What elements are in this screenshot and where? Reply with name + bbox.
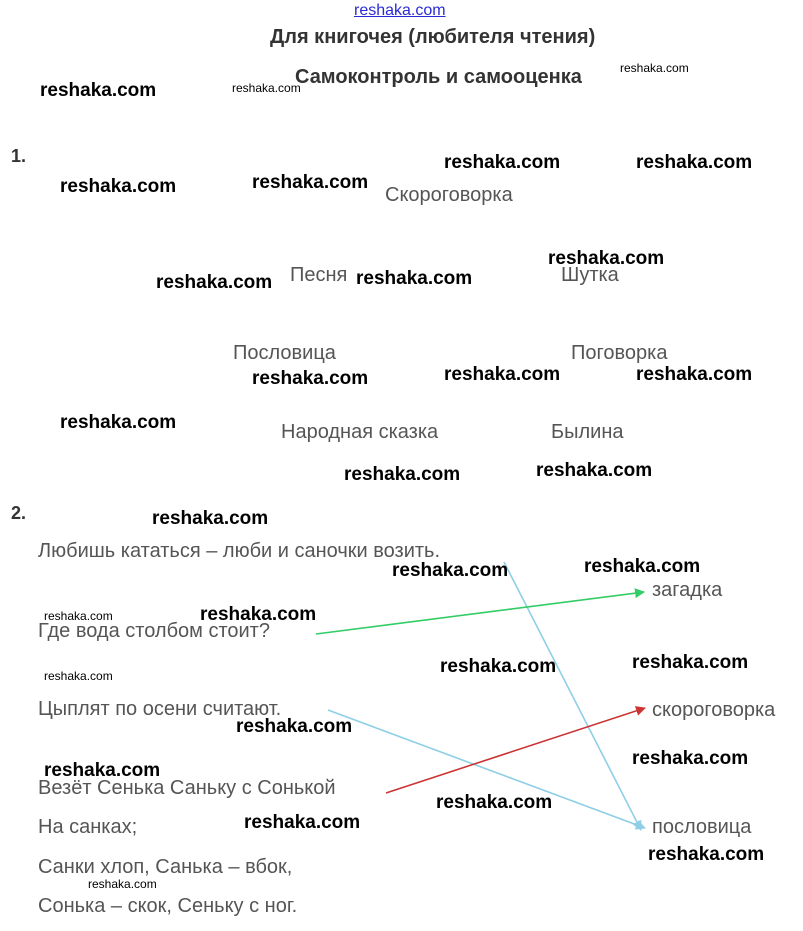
answer-label: загадка — [652, 579, 723, 601]
site-link[interactable]: reshaka.com — [354, 2, 446, 19]
watermark: reshaka.com — [44, 669, 113, 683]
page-subtitle: Самоконтроль и самооценка — [295, 66, 582, 88]
genre-word: Народная сказка — [281, 421, 439, 443]
text-line: Где вода столбом стоит? — [38, 620, 270, 642]
watermark: reshaka.com — [648, 844, 765, 865]
watermark: reshaka.com — [440, 656, 557, 677]
watermark: reshaka.com — [152, 508, 269, 529]
watermark: reshaka.com — [60, 412, 177, 433]
watermark: reshaka.com — [60, 176, 177, 197]
watermark: reshaka.com — [44, 760, 161, 781]
watermark: reshaka.com — [88, 877, 157, 891]
watermark: reshaka.com — [632, 652, 749, 673]
watermark: reshaka.com — [636, 364, 753, 385]
watermark: reshaka.com — [548, 248, 665, 269]
watermark: reshaka.com — [356, 268, 473, 289]
watermark: reshaka.com — [232, 81, 301, 95]
watermark: reshaka.com — [536, 460, 653, 481]
text-line: Цыплят по осени считают. — [38, 698, 282, 720]
watermark: reshaka.com — [40, 80, 157, 101]
watermark: reshaka.com — [252, 172, 369, 193]
genre-word: Скороговорка — [385, 184, 513, 206]
watermark: reshaka.com — [620, 61, 689, 75]
task-2-number: 2. — [11, 503, 27, 523]
watermark: reshaka.com — [444, 152, 561, 173]
task-1-number: 1. — [11, 146, 27, 166]
watermark: reshaka.com — [344, 464, 461, 485]
text-line: На санках; — [38, 816, 138, 838]
watermark: reshaka.com — [436, 792, 553, 813]
watermark: reshaka.com — [200, 604, 317, 625]
watermark: reshaka.com — [584, 556, 701, 577]
genre-word: Песня — [290, 264, 348, 286]
text-line: Санки хлоп, Санька – вбок, — [38, 856, 293, 878]
watermark: reshaka.com — [244, 812, 361, 833]
text-line: Везёт Сенька Саньку с Сонькой — [38, 777, 336, 799]
page-title: Для книгочея (любителя чтения) — [270, 26, 596, 48]
answer-label: пословица — [652, 816, 752, 838]
genre-word: Шутка — [561, 264, 619, 286]
text-line: Сонька – скок, Сеньку с ног. — [38, 895, 298, 917]
arrow-line — [316, 592, 644, 634]
watermark: reshaka.com — [252, 368, 369, 389]
watermark: reshaka.com — [156, 272, 273, 293]
arrow-line — [504, 562, 641, 830]
text-line: Любишь кататься – люби и саночки возить. — [38, 540, 441, 562]
genre-word: Былина — [551, 421, 624, 443]
watermark: reshaka.com — [632, 748, 749, 769]
watermark: reshaka.com — [44, 609, 113, 623]
watermark: reshaka.com — [392, 560, 509, 581]
answer-label: скороговорка — [652, 699, 776, 721]
watermark: reshaka.com — [636, 152, 753, 173]
watermark: reshaka.com — [236, 716, 353, 737]
genre-word: Пословица — [233, 342, 336, 364]
genre-word: Поговорка — [571, 342, 668, 364]
watermark: reshaka.com — [444, 364, 561, 385]
